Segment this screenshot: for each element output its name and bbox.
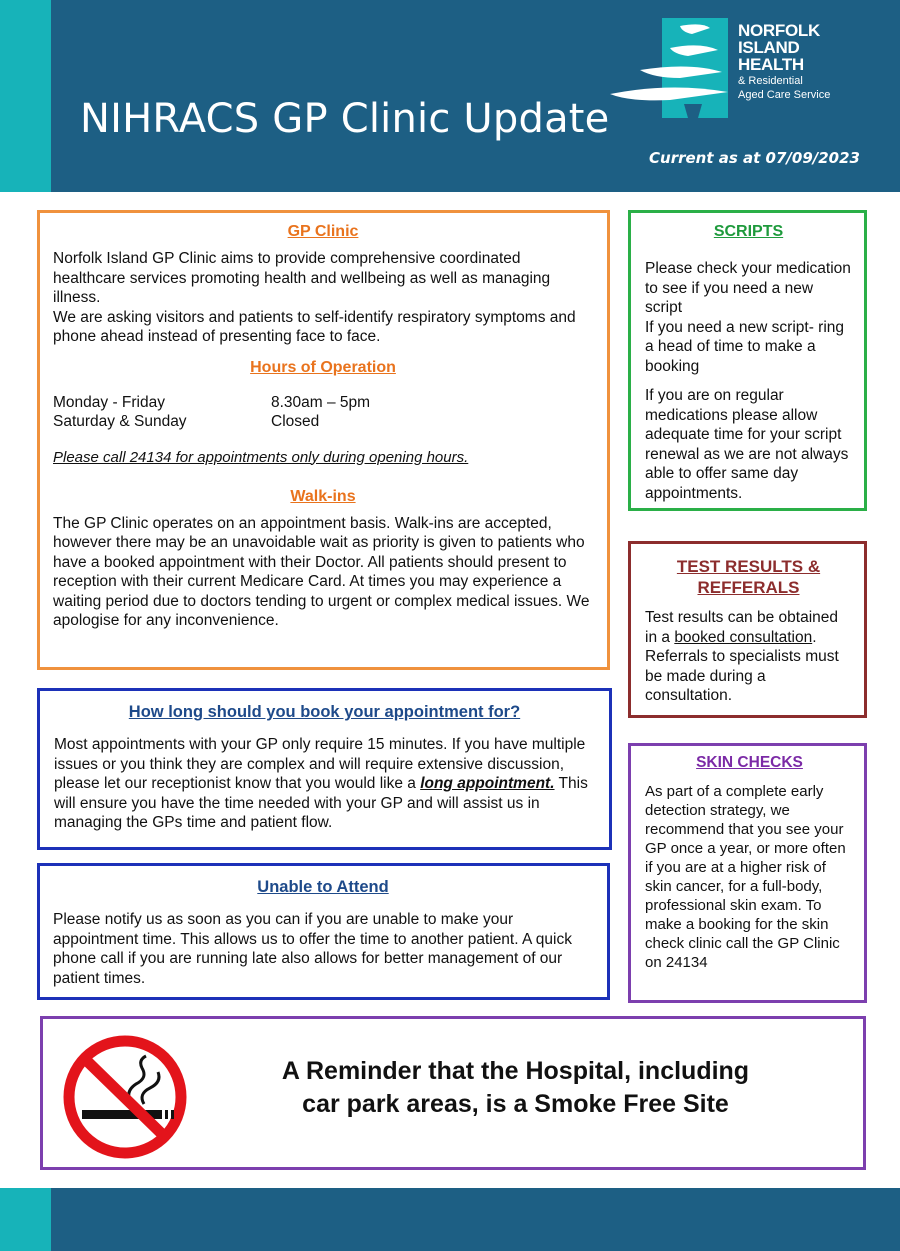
long-appointment-text: long appointment.	[420, 775, 555, 792]
unable-to-attend-box	[37, 863, 610, 1000]
unable-to-attend-heading: Unable to Attend	[257, 878, 389, 896]
scripts-heading: SCRIPTS	[713, 223, 784, 240]
logo-line-5: Aged Care Service	[738, 89, 831, 101]
gp-clinic-intro-2: We are asking visitors and patients to self-identify respiratory symptoms and phone ahead instead of presenting face to face.	[53, 308, 576, 345]
test-results-heading: TEST RESULTS & REFFERALS	[676, 557, 821, 597]
logo-line-1: NORFOLK	[738, 21, 820, 40]
skin-checks-text: As part of a complete early detection strategy, we recommend that you see your GP once a year, or more often if you are at a higher risk of skin cancer, for a full-body, professional skin exam. To make a booking for the skin check clinic call the GP Clinic on 24134	[645, 783, 846, 971]
walkins-heading: Walk-ins	[290, 487, 356, 505]
gp-clinic-heading: GP Clinic	[287, 223, 359, 240]
booked-consultation-text: booked consultation	[674, 628, 813, 646]
appointment-length-heading: How long should you book your appointment for?	[128, 703, 521, 721]
smoke-free-box	[40, 1016, 866, 1170]
header-accent-strip	[0, 0, 51, 192]
hours-heading: Hours of Operation	[250, 358, 396, 376]
hours-table	[53, 393, 593, 432]
test-results-box	[628, 541, 867, 718]
smoke-free-line-2: car park areas, is a Smoke Free Site	[302, 1090, 729, 1118]
logo-line-2: ISLAND	[738, 38, 800, 57]
logo-mark-icon	[610, 18, 735, 128]
footer-accent-strip	[0, 1188, 51, 1251]
appointment-length-box	[37, 688, 612, 850]
test-results-text	[645, 608, 852, 706]
scripts-paragraph-3: If you are on regular medications please allow adequate time for your script renewal as we are not always able to offer same day appointments.	[645, 387, 849, 502]
no-smoking-icon	[62, 1034, 188, 1160]
logo-line-3: HEALTH	[738, 55, 804, 74]
gp-clinic-box	[37, 210, 610, 670]
test-results-text-part: Test results can be obtained in a	[645, 609, 839, 646]
appointment-length-text-part: Most appointments with your GP only require 15 minutes. If you have multiple issues or you think they are complex and will require extensive discussion, please let our receptionist know that you would like a	[54, 736, 586, 792]
scripts-box	[628, 210, 867, 511]
smoke-free-line-1: A Reminder that the Hospital, including	[281, 1057, 750, 1085]
skin-checks-heading: SKIN CHECKS	[696, 754, 803, 771]
scripts-paragraph-1: Please check your medication to see if you need a new script	[645, 260, 851, 316]
appointment-length-text	[54, 735, 595, 833]
skin-checks-box	[628, 743, 867, 1003]
unable-to-attend-text: Please notify us as soon as you can if you are unable to make your appointment time. This allows us to offer the time to another patient. A quick phone call if you are running late also allows for better management of our patient times.	[53, 911, 572, 987]
gp-clinic-intro: Norfolk Island GP Clinic aims to provide comprehensive coordinated healthcare services promoting health and wellbeing as well as managing illness.	[53, 250, 551, 306]
page-title: NIHRACS GP Clinic Update	[80, 96, 610, 142]
hours-days: Saturday & Sunday	[53, 413, 187, 430]
hours-time: Closed	[271, 413, 320, 430]
call-note: Please call 24134 for appointments only during opening hours.	[53, 448, 469, 466]
norfolk-island-health-logo	[610, 18, 870, 128]
page-footer	[0, 1188, 900, 1251]
page-header	[0, 0, 900, 192]
logo-line-4: & Residential	[738, 75, 803, 87]
scripts-paragraph-2: If you need a new script- ring a head of time to make a booking	[645, 318, 845, 375]
smoke-free-message	[243, 1055, 788, 1121]
appointment-length-text-part: This will ensure you have the time needed with your GP and will assist us in managing the GPs time and patient flow.	[54, 775, 588, 831]
test-results-text-part: . Referrals to specialists must be made during a consultation.	[645, 628, 839, 704]
walkins-text: The GP Clinic operates on an appointment basis. Walk-ins are accepted, however there may be an unavoidable wait as priority is given to patients who have a booked appointment with their Doctor. All patients should present to reception with their current Medicare Card. At times you may experience a waiting period due to doctors tending to urgent or complex medical issues. We apologise for any inconvenience.	[53, 514, 590, 629]
hours-days: Monday - Friday	[53, 393, 165, 411]
current-date: Current as at 07/09/2023	[649, 149, 860, 167]
hours-time: 8.30am – 5pm	[271, 393, 371, 411]
